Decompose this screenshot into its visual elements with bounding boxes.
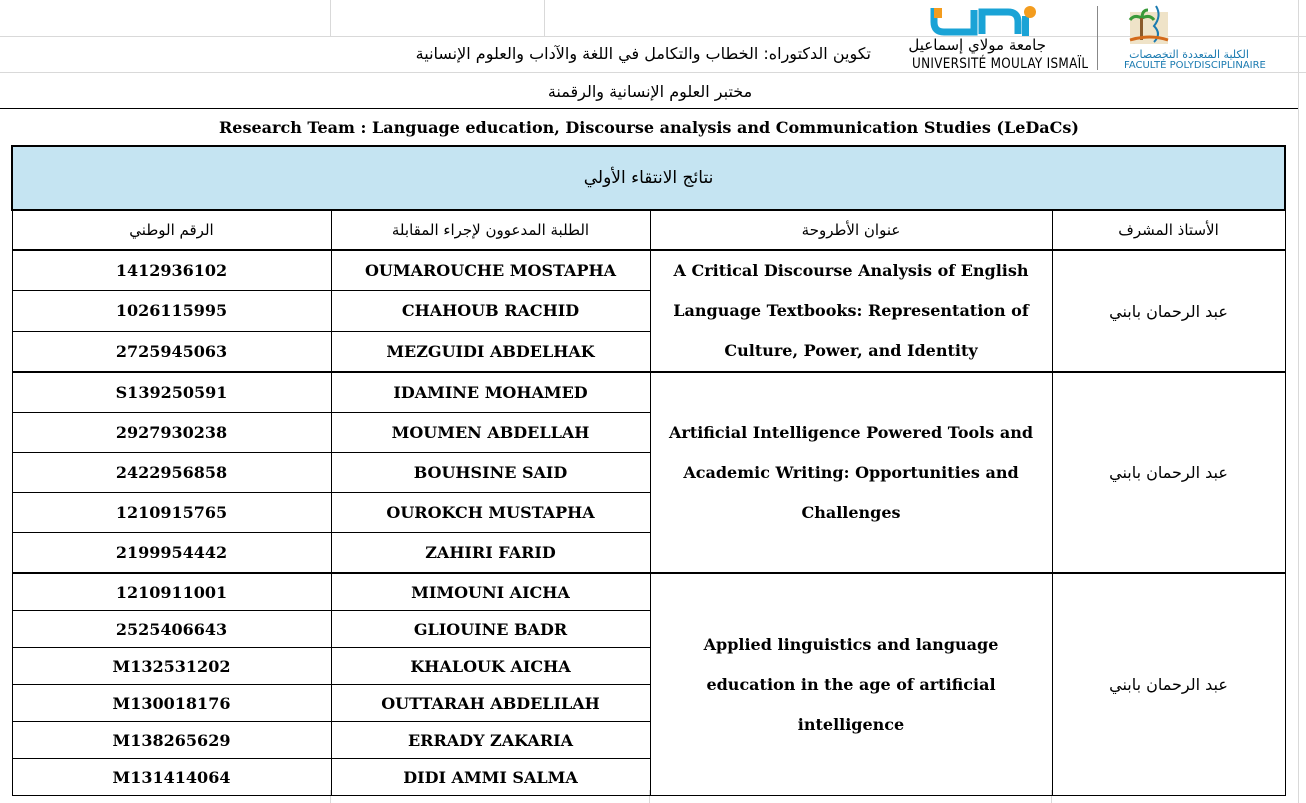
gridline: [544, 0, 545, 36]
student-name: KHALOUK AICHA: [331, 648, 650, 685]
student-name: ERRADY ZAKARIA: [331, 722, 650, 759]
national-id: S139250591: [12, 372, 331, 413]
national-id: M131414064: [12, 759, 331, 796]
national-id: M138265629: [12, 722, 331, 759]
student-name: OUTTARAH ABDELILAH: [331, 685, 650, 722]
divider: [0, 108, 1298, 109]
national-id: M130018176: [12, 685, 331, 722]
header-row: [12, 210, 1285, 250]
national-id: 1026115995: [12, 291, 331, 331]
program-title: تكوين الدكتوراه: الخطاب والتكامل في اللغة والآداب والعلوم الإنسانية: [415, 44, 871, 63]
col-students: الطلبة المدعوون لإجراء المقابلة: [331, 210, 650, 250]
col-thesis-title: عنوان الأطروحة: [650, 210, 1052, 250]
student-name: MOUMEN ABDELLAH: [331, 413, 650, 453]
col-national-id: الرقم الوطني: [12, 210, 331, 250]
national-id: 2199954442: [12, 533, 331, 574]
student-name: BOUHSINE SAID: [331, 453, 650, 493]
gridline: [330, 0, 331, 36]
table-row: [12, 372, 1285, 413]
student-name: ZAHIRI FARID: [331, 533, 650, 574]
table-row: [12, 573, 1285, 611]
national-id: 1412936102: [12, 250, 331, 291]
national-id: M132531202: [12, 648, 331, 685]
student-name: MEZGUIDI ABDELHAK: [331, 331, 650, 372]
table-row: [12, 250, 1285, 291]
student-name: IDAMINE MOHAMED: [331, 372, 650, 413]
student-name: MIMOUNI AICHA: [331, 573, 650, 611]
research-team: Research Team : Language education, Discourse analysis and Communication Studies (LeDaCs): [219, 118, 1079, 137]
student-name: CHAHOUB RACHID: [331, 291, 650, 331]
palm-tree-icon: [1124, 4, 1174, 46]
supervisor-name: عبد الرحمان بابني: [1052, 573, 1285, 796]
faculty-logo: [1118, 4, 1268, 72]
banner-row: [12, 146, 1285, 210]
student-name: DIDI AMMI SALMA: [331, 759, 650, 796]
gridline: [1298, 0, 1299, 803]
gridline: [0, 36, 1306, 37]
supervisor-name: عبد الرحمان بابني: [1052, 372, 1285, 573]
national-id: 1210915765: [12, 493, 331, 533]
national-id: 2525406643: [12, 611, 331, 648]
gridline: [0, 72, 1306, 73]
faculty-arabic-name: الكلية المتعددة التخصصات: [1129, 48, 1249, 61]
results-banner: نتائج الانتقاء الأولي: [12, 146, 1285, 210]
student-name: GLIOUINE BADR: [331, 611, 650, 648]
national-id: 1210911001: [12, 573, 331, 611]
faculty-french-name: FACULTÉ POLYDISCIPLINAIRE: [1124, 60, 1266, 71]
umi-logo: [908, 4, 1089, 72]
thesis-title: A Critical Discourse Analysis of English Language Textbooks: Representation of Culture, Power, and Identity: [650, 250, 1052, 372]
student-name: OUMAROUCHE MOSTAPHA: [331, 250, 650, 291]
umi-french-name: UNIVERSITÉ MOULAY ISMAÏL: [912, 54, 1089, 72]
national-id: 2725945063: [12, 331, 331, 372]
national-id: 2927930238: [12, 413, 331, 453]
thesis-title: Artificial Intelligence Powered Tools and Academic Writing: Opportunities and Challenges: [650, 372, 1052, 573]
col-supervisor: الأستاذ المشرف: [1052, 210, 1285, 250]
logo-divider: [1097, 6, 1098, 70]
supervisor-name: عبد الرحمان بابني: [1052, 250, 1285, 372]
national-id: 2422956858: [12, 453, 331, 493]
umi-arabic-name: جامعة مولاي إسماعيل: [908, 36, 1046, 54]
umi-logo-mark: [912, 4, 1062, 40]
lab-name: مختبر العلوم الإنسانية والرقمنة: [547, 82, 753, 101]
thesis-title: Applied linguistics and language education in the age of artificial intelligence: [650, 573, 1052, 796]
student-name: OUROKCH MUSTAPHA: [331, 493, 650, 533]
results-table: [11, 145, 1286, 796]
